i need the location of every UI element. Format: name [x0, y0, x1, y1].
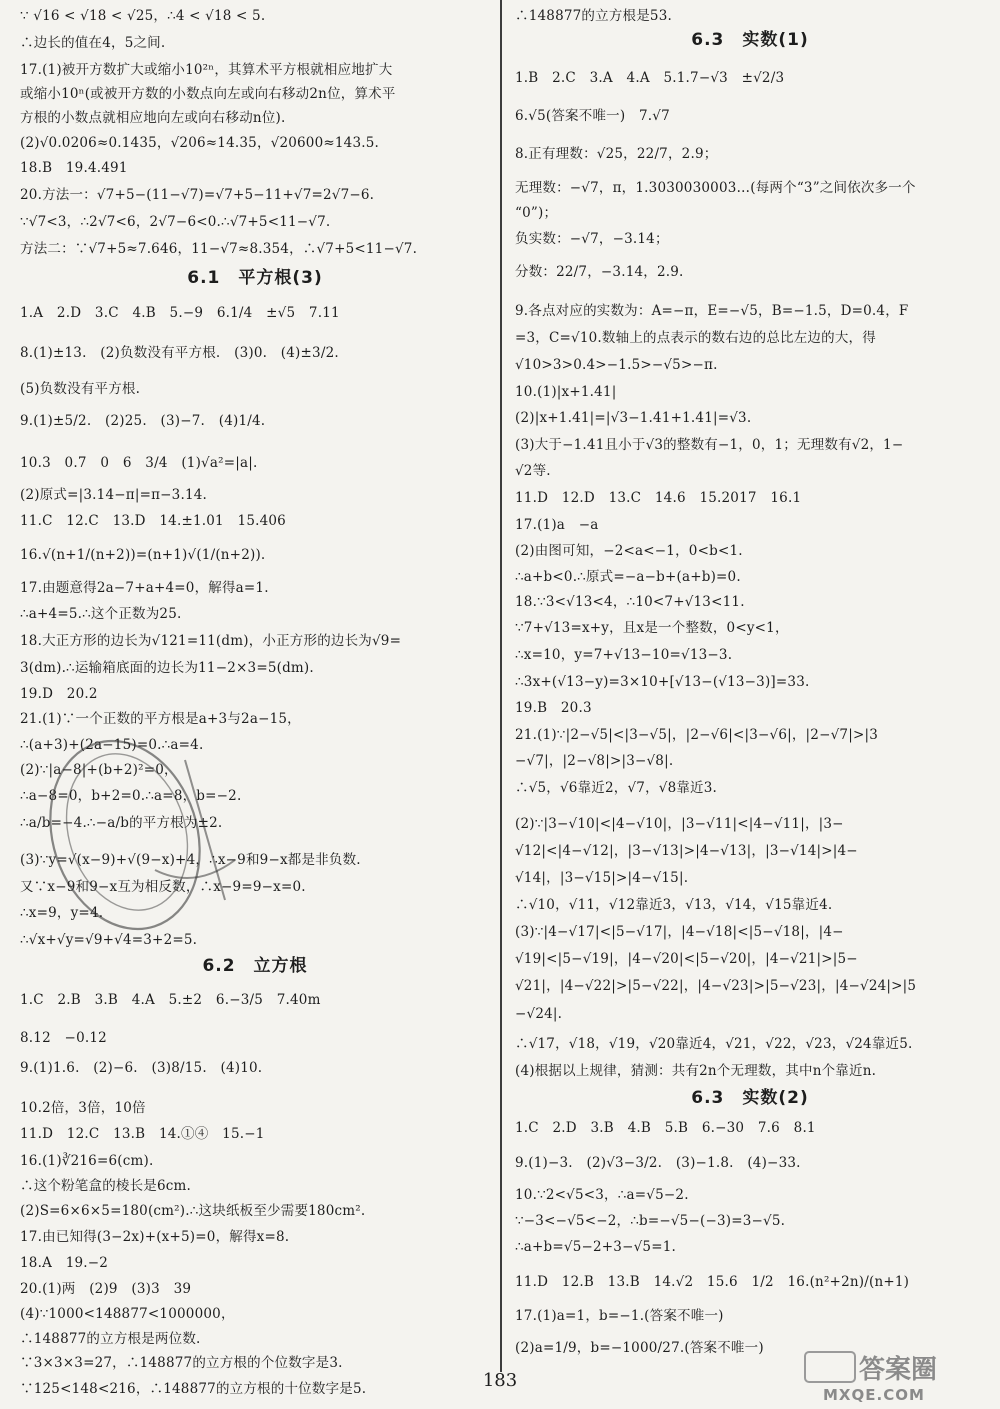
answer-line: 20.(1)两 (2)9 (3)3 39 — [20, 1281, 192, 1297]
page-number: 183 — [482, 1370, 518, 1391]
answer-line: ∴3x+(√13−y)=3×10+[√13−(√13−3)]=33. — [515, 674, 810, 690]
answer-line: 方根的小数点就相应地向左或向右移动n位). — [20, 110, 286, 126]
answer-line: 1.C 2.D 3.B 4.B 5.B 6.−30 7.6 8.1 — [515, 1120, 816, 1136]
answer-line: √2等. — [515, 463, 551, 479]
answer-line: ∴边长的值在4，5之间. — [20, 35, 166, 51]
answer-line: 或缩小10ⁿ(或被开方数的小数点向左或向右移动2n位，算术平 — [20, 86, 396, 102]
answer-line: 20.方法一：√7+5−(11−√7)=√7+5−11+√7=2√7−6. — [20, 187, 375, 203]
answer-line: 又∵x−9和9−x互为相反数，∴x−9=9−x=0. — [20, 879, 306, 895]
answer-line: 19.B 20.3 — [515, 700, 592, 716]
answer-line: ∴x=10，y=7+√13−10=√13−3. — [515, 647, 733, 663]
answer-line: (3)∵|4−√17|<|5−√17|，|4−√18|<|5−√18|，|4− — [515, 924, 844, 940]
answer-line: −√24|. — [515, 1006, 563, 1022]
answer-line: 8.正有理数：√25，22/7，2.9； — [515, 146, 718, 162]
answer-line: 负实数：−√7，−3.14； — [515, 231, 669, 247]
answer-line: (2)S=6×6×5=180(cm²).∴这块纸板至少需要180cm². — [20, 1203, 366, 1219]
answer-line: 18.A 19.−2 — [20, 1255, 109, 1271]
svg-text:MXQE.COM: MXQE.COM — [823, 1386, 925, 1404]
answer-line: ∴a/b=−4.∴−a/b的平方根为±2. — [20, 815, 223, 831]
answer-line: √21|，|4−√22|>|5−√22|，|4−√23|>|5−√23|，|4−√24|>|5 — [515, 978, 917, 994]
answer-line: 18.∵3<√13<4，∴10<7+√13<11. — [515, 594, 745, 610]
svg-text:答案圈: 答案圈 — [859, 1355, 938, 1385]
section-heading: 6.3 实数(1) — [691, 30, 809, 50]
answer-line: (2)原式=|3.14−π|=π−3.14. — [20, 487, 208, 503]
answer-line: (2)由图可知，−2<a<−1，0<b<1. — [515, 543, 743, 559]
answer-line: 10.∵2<√5<3，∴a=√5−2. — [515, 1187, 689, 1203]
answer-line: ∵125<148<216，∴148877的立方根的十位数字是5. — [20, 1381, 367, 1397]
answer-line: ∵√7<3，∴2√7<6，2√7−6<0.∴√7+5<11−√7. — [20, 214, 331, 230]
answer-line: (2)|x+1.41|=|√3−1.41+1.41|=√3. — [515, 410, 752, 426]
answer-line: 17.(1)a=1，b=−1.(答案不唯一) — [515, 1308, 724, 1324]
answer-line: 11.C 12.C 13.D 14.±1.01 15.406 — [20, 513, 286, 529]
answer-line: 11.D 12.D 13.C 14.6 15.2017 16.1 — [515, 490, 802, 506]
answer-line: 17.(1)被开方数扩大或缩小10²ⁿ，其算术平方根就相应地扩大 — [20, 62, 393, 78]
answer-line: 11.D 12.C 13.B 14.①④ 15.−1 — [20, 1126, 265, 1142]
answer-line: 8.(1)±13. (2)负数没有平方根. (3)0. (4)±3/2. — [20, 345, 339, 361]
answer-line: ∴√x+√y=√9+√4=3+2=5. — [20, 932, 198, 948]
answer-line: (2)a=1/9，b=−1000/27.(答案不唯一) — [515, 1340, 764, 1356]
answer-line: 9.(1)1.6. (2)−6. (3)8/15. (4)10. — [20, 1060, 263, 1076]
answer-line: 9.(1)±5/2. (2)25. (3)−7. (4)1/4. — [20, 413, 266, 429]
answer-line: (4)∵1000<148877<1000000， — [20, 1306, 235, 1322]
answer-line: 1.C 2.B 3.B 4.A 5.±2 6.−3/5 7.40m — [20, 992, 321, 1008]
answer-line: 17.由题意得2a−7+a+4=0，解得a=1. — [20, 580, 269, 596]
answer-line: 8.12 −0.12 — [20, 1030, 107, 1046]
answer-line: 10.2倍，3倍，10倍 — [20, 1100, 146, 1116]
answer-line: ∴√10，√11，√12靠近3，√13，√14，√15靠近4. — [515, 897, 833, 913]
column-divider — [500, 0, 502, 1372]
answer-line: 19.D 20.2 — [20, 686, 98, 702]
answer-line: =3，C=√10.数轴上的点表示的数右边的总比左边的大，得 — [515, 330, 876, 346]
answer-line: 10.3 0.7 0 6 3/4 (1)√a²=|a|. — [20, 455, 258, 471]
answer-line: (3)大于−1.41且小于√3的整数有−1，0，1；无理数有√2，1− — [515, 437, 904, 453]
stamp-seal — [35, 720, 245, 950]
answer-line: ∵ √16 < √18 < √25，∴4 < √18 < 5. — [20, 8, 266, 24]
answer-line: 21.(1)∵一个正数的平方根是a+3与2a−15， — [20, 711, 301, 727]
answer-line: √12|<|4−√12|，|3−√13|>|4−√13|，|3−√14|>|4− — [515, 843, 858, 859]
answer-line: ∴a+b=√5−2+3−√5=1. — [515, 1239, 676, 1255]
answer-line: 3(dm).∴运输箱底面的边长为11−2×3=5(dm). — [20, 660, 314, 676]
answer-line: 无理数：−√7，π，1.3030030003…(每两个“3”之间依次多一个 — [515, 180, 916, 196]
answer-line: 11.D 12.B 13.B 14.√2 15.6 1/2 16.(n²+2n)/(n+1) — [515, 1274, 910, 1290]
answer-line: “0”)； — [515, 205, 558, 221]
answer-line: 17.(1)a −a — [515, 517, 599, 533]
answer-line: ∴148877的立方根是两位数. — [20, 1331, 201, 1347]
answer-line: 1.B 2.C 3.A 4.A 5.1.7−√3 ±√2/3 — [515, 70, 785, 86]
answer-line: ∵7+√13=x+y，且x是一个整数，0<y<1， — [515, 620, 789, 636]
answer-line: (5)负数没有平方根. — [20, 381, 141, 397]
answer-line: 9.(1)−3. (2)√3−3/2. (3)−1.8. (4)−33. — [515, 1155, 801, 1171]
answer-line: ∴这个粉笔盒的棱长是6cm. — [20, 1178, 192, 1194]
answer-line: 21.(1)∵|2−√5|<|3−√5|，|2−√6|<|3−√6|，|2−√7|>|3 — [515, 727, 878, 743]
answer-line: (2)∵|3−√10|<|4−√10|，|3−√11|<|4−√11|，|3− — [515, 816, 844, 832]
answer-line: 6.√5(答案不唯一) 7.√7 — [515, 108, 670, 124]
section-heading: 6.1 平方根(3) — [187, 268, 323, 288]
answer-line: 16.√(n+1/(n+2))=(n+1)√(1/(n+2)). — [20, 547, 266, 563]
answer-line: ∴(a+3)+(2a−15)=0.∴a=4. — [20, 737, 204, 753]
answer-line: ∴√5，√6靠近2，√7，√8靠近3. — [515, 780, 718, 796]
answer-line: ∴a−8=0，b+2=0.∴a=8，b=−2. — [20, 788, 242, 804]
answer-line: 9.各点对应的实数为：A=−π，E=−√5，B=−1.5，D=0.4，F — [515, 303, 909, 319]
answer-line: ∵−3<−√5<−2，∴b=−√5−(−3)=3−√5. — [515, 1213, 786, 1229]
section-heading: 6.2 立方根 — [202, 956, 308, 976]
answer-line: 18.B 19.4.491 — [20, 160, 128, 176]
answer-line: ∵3×3×3=27，∴148877的立方根的个位数字是3. — [20, 1355, 343, 1371]
answer-line: ∴148877的立方根是53. — [515, 8, 673, 24]
answer-line: 17.由已知得(3−2x)+(x+5)=0，解得x=8. — [20, 1229, 290, 1245]
answer-line: 10.(1)|x+1.41| — [515, 384, 617, 400]
answer-line: (4)根据以上规律，猜测：共有2n个无理数，其中n个靠近n. — [515, 1063, 877, 1079]
answer-line: 分数：22/7，−3.14，2.9. — [515, 264, 684, 280]
answer-line: 方法二：∵√7+5≈7.646，11−√7≈8.354，∴√7+5<11−√7. — [20, 241, 418, 257]
answer-line: (2)√0.0206≈0.1435，√206≈14.35，√20600≈143.5. — [20, 135, 380, 151]
answer-line: √14|，|3−√15|>|4−√15|. — [515, 870, 689, 886]
answer-line: 16.(1)∛216=6(cm). — [20, 1153, 154, 1169]
answer-line: −√7|，|2−√8|>|3−√8|. — [515, 753, 674, 769]
answer-line: (3)∵y=√(x−9)+√(9−x)+4，∴x−9和9−x都是非负数. — [20, 852, 361, 868]
answer-line: ∴x=9，y=4. — [20, 905, 104, 921]
answer-line: ∴√17，√18，√19，√20靠近4，√21，√22，√23，√24靠近5. — [515, 1036, 913, 1052]
answer-line: √19|<|5−√19|，|4−√20|<|5−√20|，|4−√21|>|5− — [515, 951, 858, 967]
answer-line: 18.大正方形的边长为√121=11(dm)，小正方形的边长为√9= — [20, 633, 402, 649]
answer-line: (2)∵|a−8|+(b+2)²=0， — [20, 762, 178, 778]
answer-line: 1.A 2.D 3.C 4.B 5.−9 6.1/4 ±√5 7.11 — [20, 305, 340, 321]
answer-line: ∴a+4=5.∴这个正数为25. — [20, 606, 182, 622]
answer-line: √10>3>0.4>−1.5>−√5>−π. — [515, 357, 718, 373]
section-heading: 6.3 实数(2) — [691, 1088, 809, 1108]
answer-line: ∴a+b<0.∴原式=−a−b+(a+b)=0. — [515, 569, 741, 585]
